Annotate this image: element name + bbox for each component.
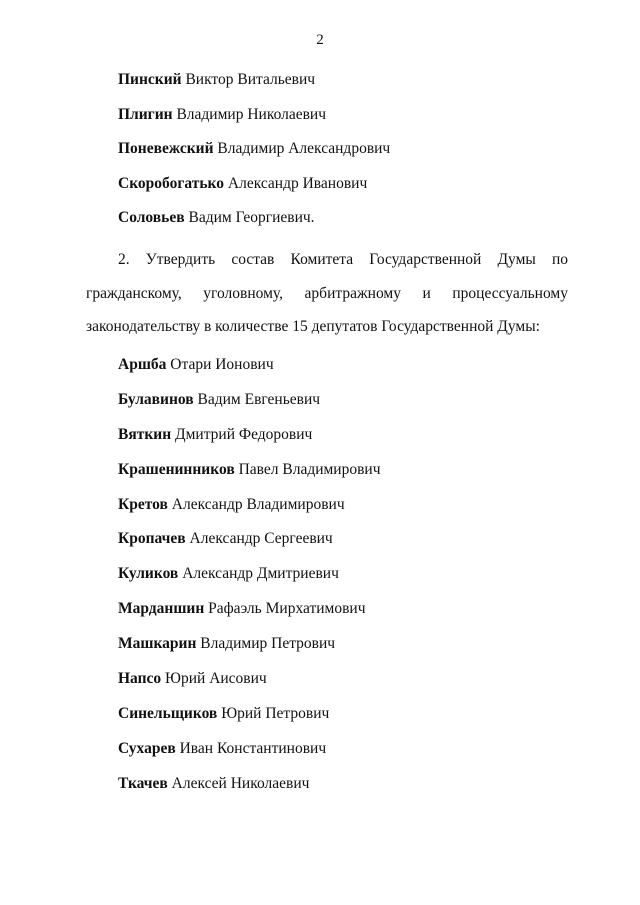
member-entry <box>118 208 390 228</box>
member-surname: Куликов <box>118 565 179 583</box>
member-surname: Соловьев <box>118 209 185 226</box>
member-given-names: Вадим Евгеньевич <box>197 390 321 408</box>
members-list-continued <box>118 70 390 243</box>
paragraph-word: Думы <box>497 251 536 268</box>
member-given-names: Виктор Витальевич <box>185 71 316 88</box>
member-given-names: Владимир Александрович <box>217 140 391 157</box>
member-surname: Скоробогатько <box>118 174 225 192</box>
member-entry <box>118 425 381 445</box>
member-surname: Сухарев <box>118 739 176 757</box>
member-entry <box>118 634 381 654</box>
paragraph-word: процессуальному <box>452 285 568 302</box>
member-entry <box>118 529 381 549</box>
member-entry <box>118 704 381 724</box>
member-given-names: Дмитрий Федорович <box>175 425 313 443</box>
member-surname: Пинский <box>118 71 182 88</box>
member-given-names: Алексей Николаевич <box>171 774 310 792</box>
member-given-names: Рафаэль Мирхатимович <box>208 600 366 618</box>
member-given-names: Иван Константинович <box>179 739 327 757</box>
member-surname: Синельщиков <box>118 704 218 722</box>
member-entry <box>118 564 381 584</box>
member-entry <box>118 739 381 759</box>
member-entry <box>118 390 381 410</box>
committee-members-list <box>118 355 381 809</box>
member-given-names: Александр Дмитриевич <box>182 565 339 583</box>
member-entry <box>118 70 390 90</box>
page-number: 2 <box>316 32 324 48</box>
member-given-names: Отари Ионович <box>170 356 274 373</box>
paragraph-line-1 <box>118 250 568 270</box>
member-entry <box>118 460 381 480</box>
member-surname: Булавинов <box>118 390 194 408</box>
member-given-names: Вадим Георгиевич. <box>188 209 315 226</box>
paragraph-word: Государственной <box>369 251 482 268</box>
member-surname: Крашенинников <box>118 460 235 478</box>
member-given-names: Александр Сергеевич <box>189 530 333 548</box>
member-surname: Марданшин <box>118 600 205 618</box>
member-given-names: Александр Иванович <box>227 174 368 192</box>
member-surname: Напсо <box>118 670 162 688</box>
member-given-names: Юрий Петрович <box>221 704 330 722</box>
paragraph-word: гражданскому, <box>86 285 182 302</box>
paragraph-word: арбитражному <box>304 285 401 302</box>
paragraph-word: по <box>551 251 568 268</box>
paragraph-word: уголовному, <box>203 285 283 302</box>
member-surname: Кретов <box>118 495 168 513</box>
member-surname: Машкарин <box>118 635 197 653</box>
member-entry <box>118 105 390 125</box>
member-entry <box>118 139 390 159</box>
member-surname: Вяткин <box>118 425 172 443</box>
member-surname: Кропачев <box>118 530 186 548</box>
member-surname: Ткачев <box>118 774 168 792</box>
member-given-names: Павел Владимирович <box>238 460 381 478</box>
member-given-names: Юрий Аисович <box>165 670 267 688</box>
paragraph-word: и <box>422 285 431 302</box>
member-surname: Аршба <box>118 356 167 373</box>
paragraph-line-2 <box>86 284 568 304</box>
member-entry <box>118 599 381 619</box>
paragraph-word: 2. <box>118 251 130 268</box>
member-entry <box>118 774 381 794</box>
member-entry <box>118 174 390 194</box>
member-given-names: Владимир Петрович <box>200 635 336 653</box>
member-given-names: Владимир Николаевич <box>176 105 327 123</box>
member-entry <box>118 669 381 689</box>
member-entry <box>118 355 381 375</box>
paragraph-line-3: законодательству в количестве 15 депутатов Государственной Думы: <box>86 318 540 335</box>
member-given-names: Александр Владимирович <box>171 495 345 513</box>
member-entry <box>118 495 381 515</box>
member-surname: Плигин <box>118 105 173 123</box>
paragraph-word: Комитета <box>290 251 354 268</box>
paragraph-word: Утвердить <box>145 251 216 268</box>
member-surname: Поневежский <box>118 140 214 157</box>
paragraph-word: состав <box>231 251 275 268</box>
